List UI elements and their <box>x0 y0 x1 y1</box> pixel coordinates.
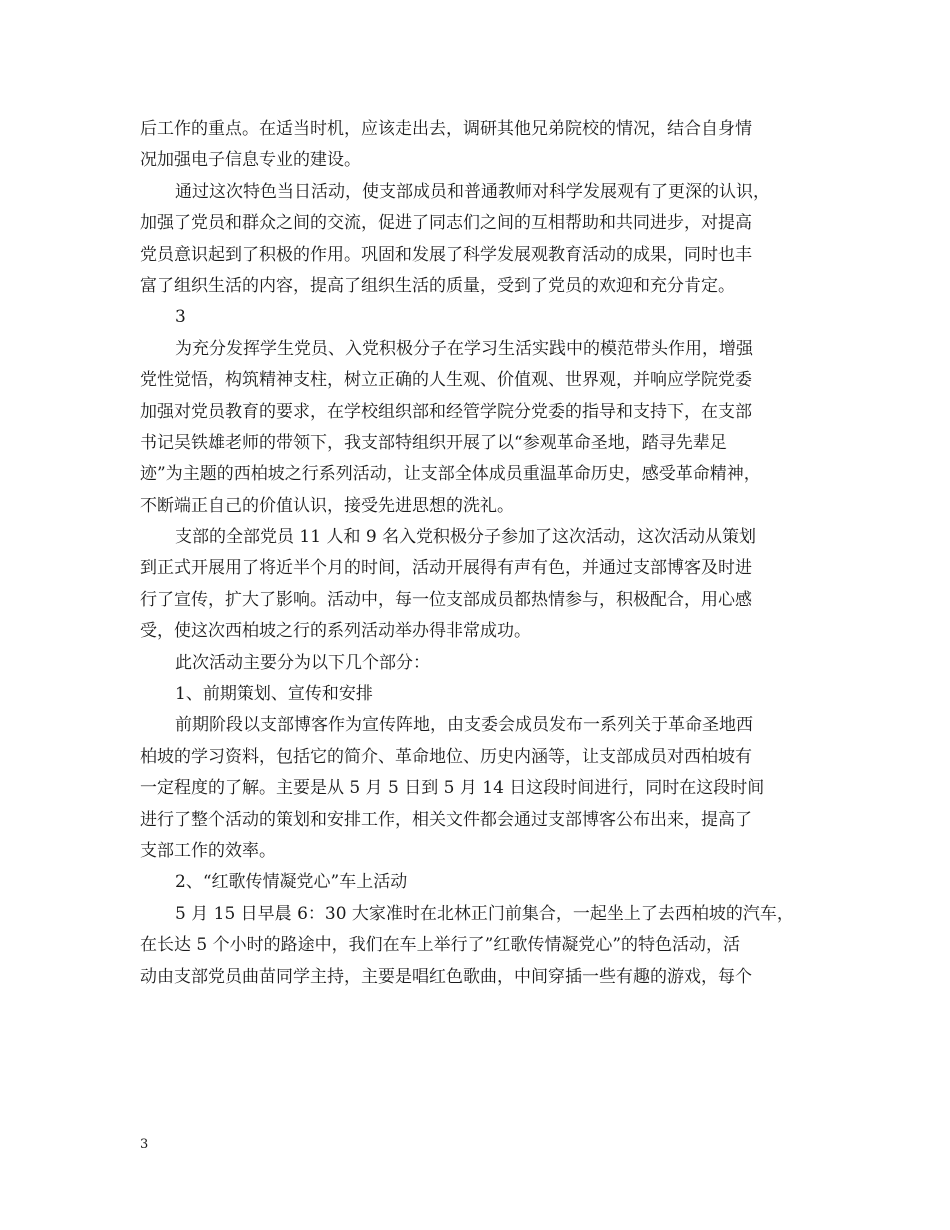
text-line: 前期阶段以支部博客作为宣传阵地，由支委会成员发布一系列关于革命圣地西 <box>175 715 753 736</box>
text-line: 受，使这次西柏坡之行的系列活动举办得非常成功。 <box>140 621 531 642</box>
text-line: 动由支部党员曲苗同学主持，主要是唱红色歌曲，中间穿插一些有趣的游戏，每个 <box>140 966 752 987</box>
text-line: 在长达 5 个小时的路途中，我们在车上举行了”红歌传情凝党心”的特色活动，活 <box>140 935 741 956</box>
text-line: 行了宣传，扩大了影响。活动中，每一位支部成员都热情参与，积极配合，用心感 <box>140 589 752 610</box>
text-line: 加强了党员和群众之间的交流，促进了同志们之间的互相帮助和共同进步，对提高 <box>140 213 752 234</box>
text-line: 为充分发挥学生党员、入党积极分子在学习生活实践中的模范带头作用，增强 <box>175 338 753 359</box>
page-number: 3 <box>140 1137 149 1152</box>
text-line: 加强对党员教育的要求，在学校组织部和经管学院分党委的指导和支持下，在支部 <box>140 401 752 422</box>
text-line: 况加强电子信息专业的建设。 <box>140 150 361 171</box>
text-line: 支部的全部党员 11 人和 9 名入党积极分子参加了这次活动，这次活动从策划 <box>175 527 757 548</box>
text-line: 进行了整个活动的策划和安排工作，相关文件都会通过支部博客公布出来，提高了 <box>140 809 752 830</box>
text-line: 富了组织生活的内容，提高了组织生活的质量，受到了党员的欢迎和充分肯定。 <box>140 275 735 296</box>
text-line: 2、“红歌传情凝党心”车上活动 <box>175 872 408 893</box>
text-line: 不断端正自己的价值认识，接受先进思想的洗礼。 <box>140 495 514 516</box>
text-line: 通过这次特色当日活动，使支部成员和普通教师对科学发展观有了更深的认识， <box>175 181 770 202</box>
document-body <box>140 114 820 993</box>
text-line: 一定程度的了解。主要是从 5 月 5 日到 5 月 14 日这段时间进行，同时在这段时间 <box>140 778 765 799</box>
text-line: 柏坡的学习资料，包括它的简介、革命地位、历史内涵等，让支部成员对西柏坡有 <box>140 746 752 767</box>
text-line: 1、前期策划、宣传和安排 <box>175 684 373 705</box>
text-line: 书记吴铁雄老师的带领下，我支部特组织开展了以“参观革命圣地，踏寻先辈足 <box>140 432 727 453</box>
text-line: 3 <box>175 307 186 328</box>
text-line: 党性觉悟，构筑精神支柱，树立正确的人生观、价值观、世界观，并响应学院党委 <box>140 370 752 391</box>
text-line: 党员意识起到了积极的作用。巩固和发展了科学发展观教育活动的成果，同时也丰 <box>140 244 752 265</box>
text-line: 5 月 15 日早晨 6：30 大家准时在北林正门前集合，一起坐上了去西柏坡的汽车， <box>175 903 794 924</box>
text-line: 后工作的重点。在适当时机，应该走出去，调研其他兄弟院校的情况，结合自身情 <box>140 119 752 139</box>
text-line: 迹”为主题的西柏坡之行系列活动，让支部全体成员重温革命历史，感受革命精神， <box>140 464 761 485</box>
text-line: 到正式开展用了将近半个月的时间，活动开展得有声有色，并通过支部博客及时进 <box>140 558 752 579</box>
text-line: 支部工作的效率。 <box>140 840 276 861</box>
text-line: 此次活动主要分为以下几个部分： <box>175 652 430 673</box>
